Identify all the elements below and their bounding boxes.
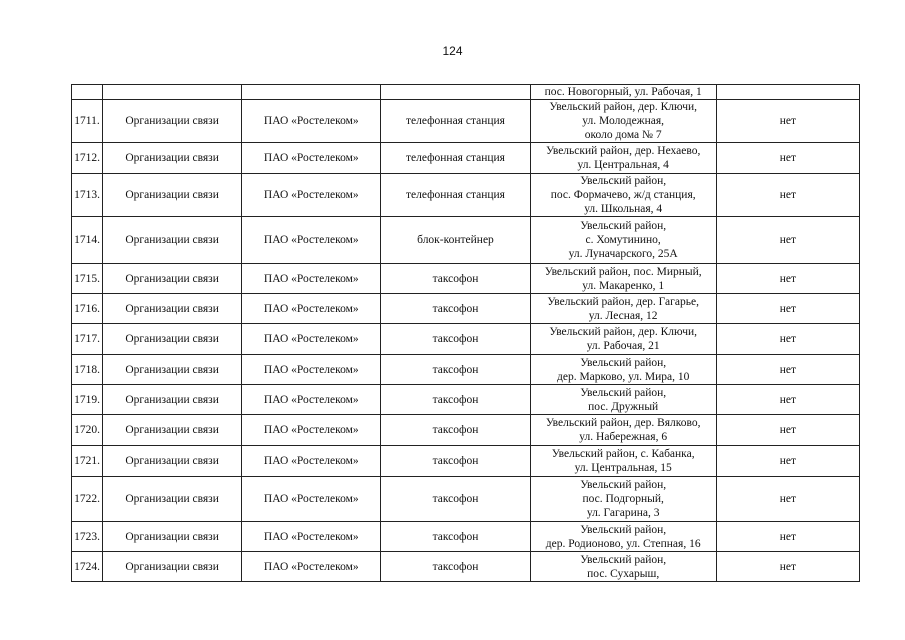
cell-num: 1717. bbox=[72, 324, 103, 355]
cell-owner: ПАО «Ростелеком» bbox=[242, 415, 381, 446]
table-row bbox=[72, 264, 860, 294]
page-number: 124 bbox=[442, 44, 463, 58]
continuation-row bbox=[72, 85, 860, 100]
cell-address bbox=[530, 385, 716, 415]
cell-num: 1718. bbox=[72, 355, 103, 385]
cell-owner: ПАО «Ростелеком» bbox=[242, 100, 381, 143]
cell-address bbox=[530, 174, 716, 217]
address-line: Увельский район, дер. Ключи, bbox=[549, 326, 698, 338]
cell-address bbox=[530, 143, 716, 174]
cell-address bbox=[530, 264, 716, 294]
cell-num bbox=[72, 85, 103, 100]
address-line: дер. Марково, ул. Мира, 10 bbox=[557, 370, 690, 383]
address-line: ул. Центральная, 4 bbox=[577, 159, 669, 171]
address-line: ул. Молодежная, bbox=[582, 115, 665, 127]
cell-status: нет bbox=[716, 100, 859, 143]
address-line: Увельский район, bbox=[580, 220, 667, 232]
cell-address bbox=[530, 217, 716, 264]
address-line: ул. Макаренко, 1 bbox=[582, 279, 665, 292]
cell-num: 1720. bbox=[72, 415, 103, 446]
cell-object: телефонная станция bbox=[381, 100, 530, 143]
cell-object bbox=[381, 85, 530, 100]
address-line: с. Хомутинино, bbox=[585, 234, 661, 246]
cell-address bbox=[530, 355, 716, 385]
cell-owner: ПАО «Ростелеком» bbox=[242, 477, 381, 522]
cell-num: 1712. bbox=[72, 143, 103, 174]
cell-object: телефонная станция bbox=[381, 143, 530, 174]
cell-address bbox=[530, 552, 716, 582]
cell-category bbox=[103, 85, 242, 100]
cell-status: нет bbox=[716, 446, 859, 477]
cell-owner: ПАО «Ростелеком» bbox=[242, 294, 381, 324]
cell-category: Организации связи bbox=[103, 355, 242, 385]
address-line: Увельский район, с. Кабанка, bbox=[551, 448, 695, 460]
address-line: Увельский район, bbox=[580, 479, 667, 491]
address-line: ул. Луначарского, 25А bbox=[568, 248, 678, 260]
cell-address: пос. Новогорный, ул. Рабочая, 1 bbox=[530, 85, 716, 100]
cell-status: нет bbox=[716, 355, 859, 385]
cell-address bbox=[530, 294, 716, 324]
cell-num: 1716. bbox=[72, 294, 103, 324]
cell-object: таксофон bbox=[381, 264, 530, 294]
cell-num: 1722. bbox=[72, 477, 103, 522]
cell-category: Организации связи bbox=[103, 294, 242, 324]
address-line: Увельский район, bbox=[580, 175, 667, 187]
cell-status: нет bbox=[716, 415, 859, 446]
address-line: Увельский район, bbox=[580, 553, 667, 566]
table-row bbox=[72, 294, 860, 324]
cell-address bbox=[530, 324, 716, 355]
address-line: пос. Дружный bbox=[588, 400, 659, 413]
cell-owner bbox=[242, 85, 381, 100]
address-line: пос. Формачево, ж/д станция, bbox=[550, 189, 696, 201]
cell-object: таксофон bbox=[381, 385, 530, 415]
cell-owner: ПАО «Ростелеком» bbox=[242, 217, 381, 264]
address-line: Увельский район, bbox=[580, 386, 667, 399]
cell-owner: ПАО «Ростелеком» bbox=[242, 264, 381, 294]
cell-owner: ПАО «Ростелеком» bbox=[242, 355, 381, 385]
cell-category: Организации связи bbox=[103, 446, 242, 477]
cell-owner: ПАО «Ростелеком» bbox=[242, 552, 381, 582]
cell-address bbox=[530, 522, 716, 552]
address-line: ул. Лесная, 12 bbox=[588, 309, 658, 322]
cell-owner: ПАО «Ростелеком» bbox=[242, 324, 381, 355]
cell-category: Организации связи bbox=[103, 264, 242, 294]
cell-category: Организации связи bbox=[103, 552, 242, 582]
address-line: ул. Гагарина, 3 bbox=[586, 507, 660, 519]
table-row bbox=[72, 217, 860, 264]
table-row bbox=[72, 552, 860, 582]
cell-object: таксофон bbox=[381, 324, 530, 355]
address-line: пос. Подгорный, bbox=[582, 493, 664, 505]
cell-num: 1724. bbox=[72, 552, 103, 582]
cell-status: нет bbox=[716, 264, 859, 294]
cell-status: нет bbox=[716, 522, 859, 552]
address-line: Увельский район, дер. Гагарье, bbox=[547, 295, 699, 308]
table-row bbox=[72, 143, 860, 174]
address-line: около дома № 7 bbox=[584, 129, 662, 141]
cell-category: Организации связи bbox=[103, 174, 242, 217]
cell-num: 1719. bbox=[72, 385, 103, 415]
table-row bbox=[72, 385, 860, 415]
cell-num: 1721. bbox=[72, 446, 103, 477]
table-row bbox=[72, 100, 860, 143]
cell-status: нет bbox=[716, 552, 859, 582]
table-row bbox=[72, 324, 860, 355]
cell-status: нет bbox=[716, 174, 859, 217]
cell-object: блок-контейнер bbox=[381, 217, 530, 264]
table-row bbox=[72, 522, 860, 552]
address-line: Увельский район, пос. Мирный, bbox=[544, 265, 702, 278]
cell-num: 1711. bbox=[72, 100, 103, 143]
cell-object: таксофон bbox=[381, 552, 530, 582]
cell-num: 1713. bbox=[72, 174, 103, 217]
address-line: ул. Школьная, 4 bbox=[584, 203, 663, 215]
cell-address bbox=[530, 446, 716, 477]
cell-category: Организации связи bbox=[103, 477, 242, 522]
address-line: ул. Рабочая, 21 bbox=[586, 340, 660, 352]
table-row bbox=[72, 355, 860, 385]
cell-num: 1723. bbox=[72, 522, 103, 552]
cell-address bbox=[530, 100, 716, 143]
cell-object: телефонная станция bbox=[381, 174, 530, 217]
cell-category: Организации связи bbox=[103, 324, 242, 355]
address-line: пос. Сухарыш, bbox=[587, 567, 660, 580]
cell-owner: ПАО «Ростелеком» bbox=[242, 385, 381, 415]
cell-owner: ПАО «Ростелеком» bbox=[242, 174, 381, 217]
cell-category: Организации связи bbox=[103, 522, 242, 552]
cell-object: таксофон bbox=[381, 355, 530, 385]
cell-address bbox=[530, 415, 716, 446]
cell-object: таксофон bbox=[381, 294, 530, 324]
cell-object: таксофон bbox=[381, 522, 530, 552]
address-line: Увельский район, bbox=[580, 523, 667, 536]
cell-category: Организации связи bbox=[103, 143, 242, 174]
cell-owner: ПАО «Ростелеком» bbox=[242, 522, 381, 552]
cell-status: нет bbox=[716, 294, 859, 324]
cell-status: нет bbox=[716, 324, 859, 355]
cell-owner: ПАО «Ростелеком» bbox=[242, 143, 381, 174]
cell-object: таксофон bbox=[381, 477, 530, 522]
cell-category: Организации связи bbox=[103, 385, 242, 415]
table-row bbox=[72, 174, 860, 217]
cell-status: нет bbox=[716, 143, 859, 174]
cell-status: нет bbox=[716, 477, 859, 522]
cell-category: Организации связи bbox=[103, 100, 242, 143]
address-line: Увельский район, дер. Вялково, bbox=[545, 417, 701, 429]
cell-status bbox=[716, 85, 859, 100]
registry-table bbox=[71, 84, 860, 582]
address-line: Увельский район, дер. Нехаево, bbox=[546, 145, 701, 157]
address-line: Увельский район, bbox=[580, 356, 667, 369]
table-row bbox=[72, 415, 860, 446]
address-line: дер. Родионово, ул. Степная, 16 bbox=[545, 537, 701, 550]
address-line: Увельский район, дер. Ключи, bbox=[549, 101, 698, 113]
table-row bbox=[72, 446, 860, 477]
cell-category: Организации связи bbox=[103, 217, 242, 264]
cell-num: 1715. bbox=[72, 264, 103, 294]
cell-status: нет bbox=[716, 217, 859, 264]
address-line: ул. Набережная, 6 bbox=[579, 431, 668, 443]
table-row bbox=[72, 477, 860, 522]
cell-category: Организации связи bbox=[103, 415, 242, 446]
cell-status: нет bbox=[716, 385, 859, 415]
address-line: ул. Центральная, 15 bbox=[574, 462, 672, 474]
cell-owner: ПАО «Ростелеком» bbox=[242, 446, 381, 477]
cell-num: 1714. bbox=[72, 217, 103, 264]
cell-object: таксофон bbox=[381, 415, 530, 446]
registry-table-body bbox=[72, 85, 860, 582]
cell-object: таксофон bbox=[381, 446, 530, 477]
cell-address bbox=[530, 477, 716, 522]
